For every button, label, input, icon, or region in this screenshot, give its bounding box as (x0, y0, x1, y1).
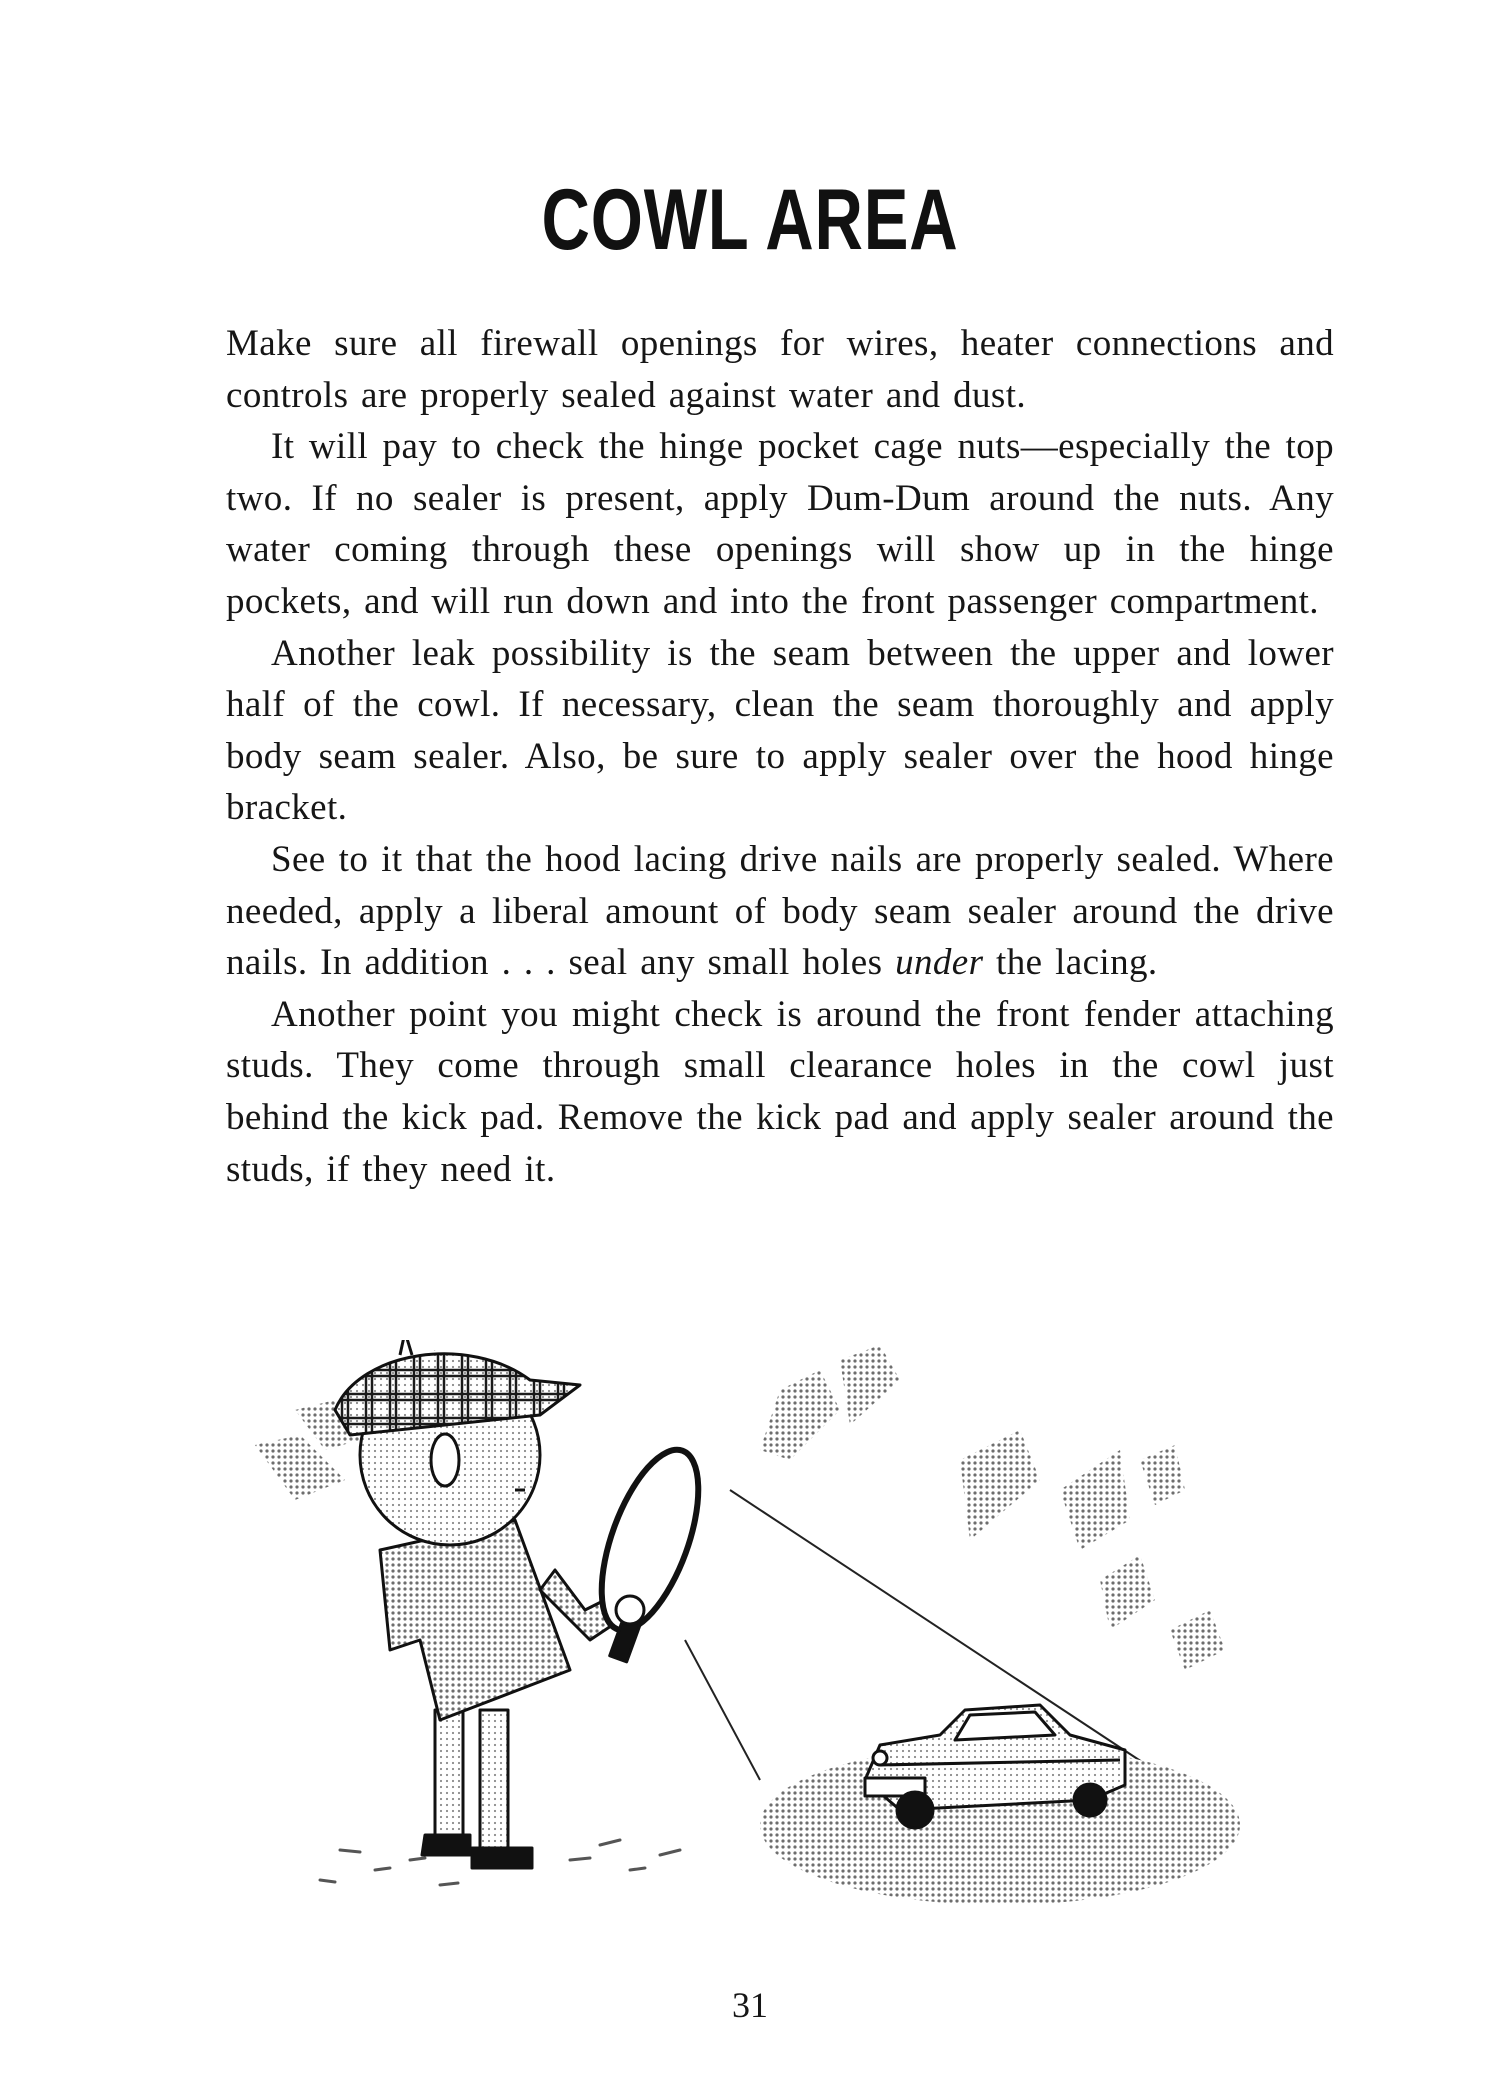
paragraph-text: It will pay to check the hinge pocket cage nuts—especially the top two. If no sealer is present, apply Dum-Dum around the nuts. Any water coming through these openings will show up in the hinge pockets, and will run down and into the front passenger compartment. (226, 426, 1334, 622)
paragraph-firewall (226, 318, 1334, 421)
body-text (226, 318, 1334, 1195)
page-title: COWL AREA (541, 172, 959, 268)
paragraph-text: Another leak possibility is the seam between the upper and lower half of the cowl. If necessary, clean the seam thoroughly and apply body seam sealer. Also, be sure to apply sealer over the hood hinge bracket. (226, 632, 1334, 829)
paragraph-hinge-pocket (226, 421, 1334, 627)
emphasis-text: under (895, 942, 984, 984)
detective-figure (335, 1340, 718, 1868)
paragraph-text: Make sure all firewall openings for wires, heater connections and controls are properly sealed against water and dust. (226, 323, 1334, 416)
paragraph-text-end: the lacing. (983, 942, 1158, 984)
paragraph-cowl-seam (226, 628, 1334, 834)
paragraph-text: Another point you might check is around the front fender attaching studs. They come through small clearance holes in the cowl just behind the kick pad. Remove the kick pad and apply sealer around the studs, if they need it. (226, 993, 1334, 1190)
paragraph-fender-studs (226, 989, 1334, 1195)
paragraph-text: See to it that the hood lacing drive nails are properly sealed. Where needed, apply a liberal amount of body seam sealer around the drive nails. In addition . . . seal any small holes (226, 838, 1334, 984)
paragraph-hood-lacing (226, 834, 1334, 989)
page-number: 31 (732, 1985, 768, 2025)
detective-car-illustration (240, 1340, 1280, 1910)
